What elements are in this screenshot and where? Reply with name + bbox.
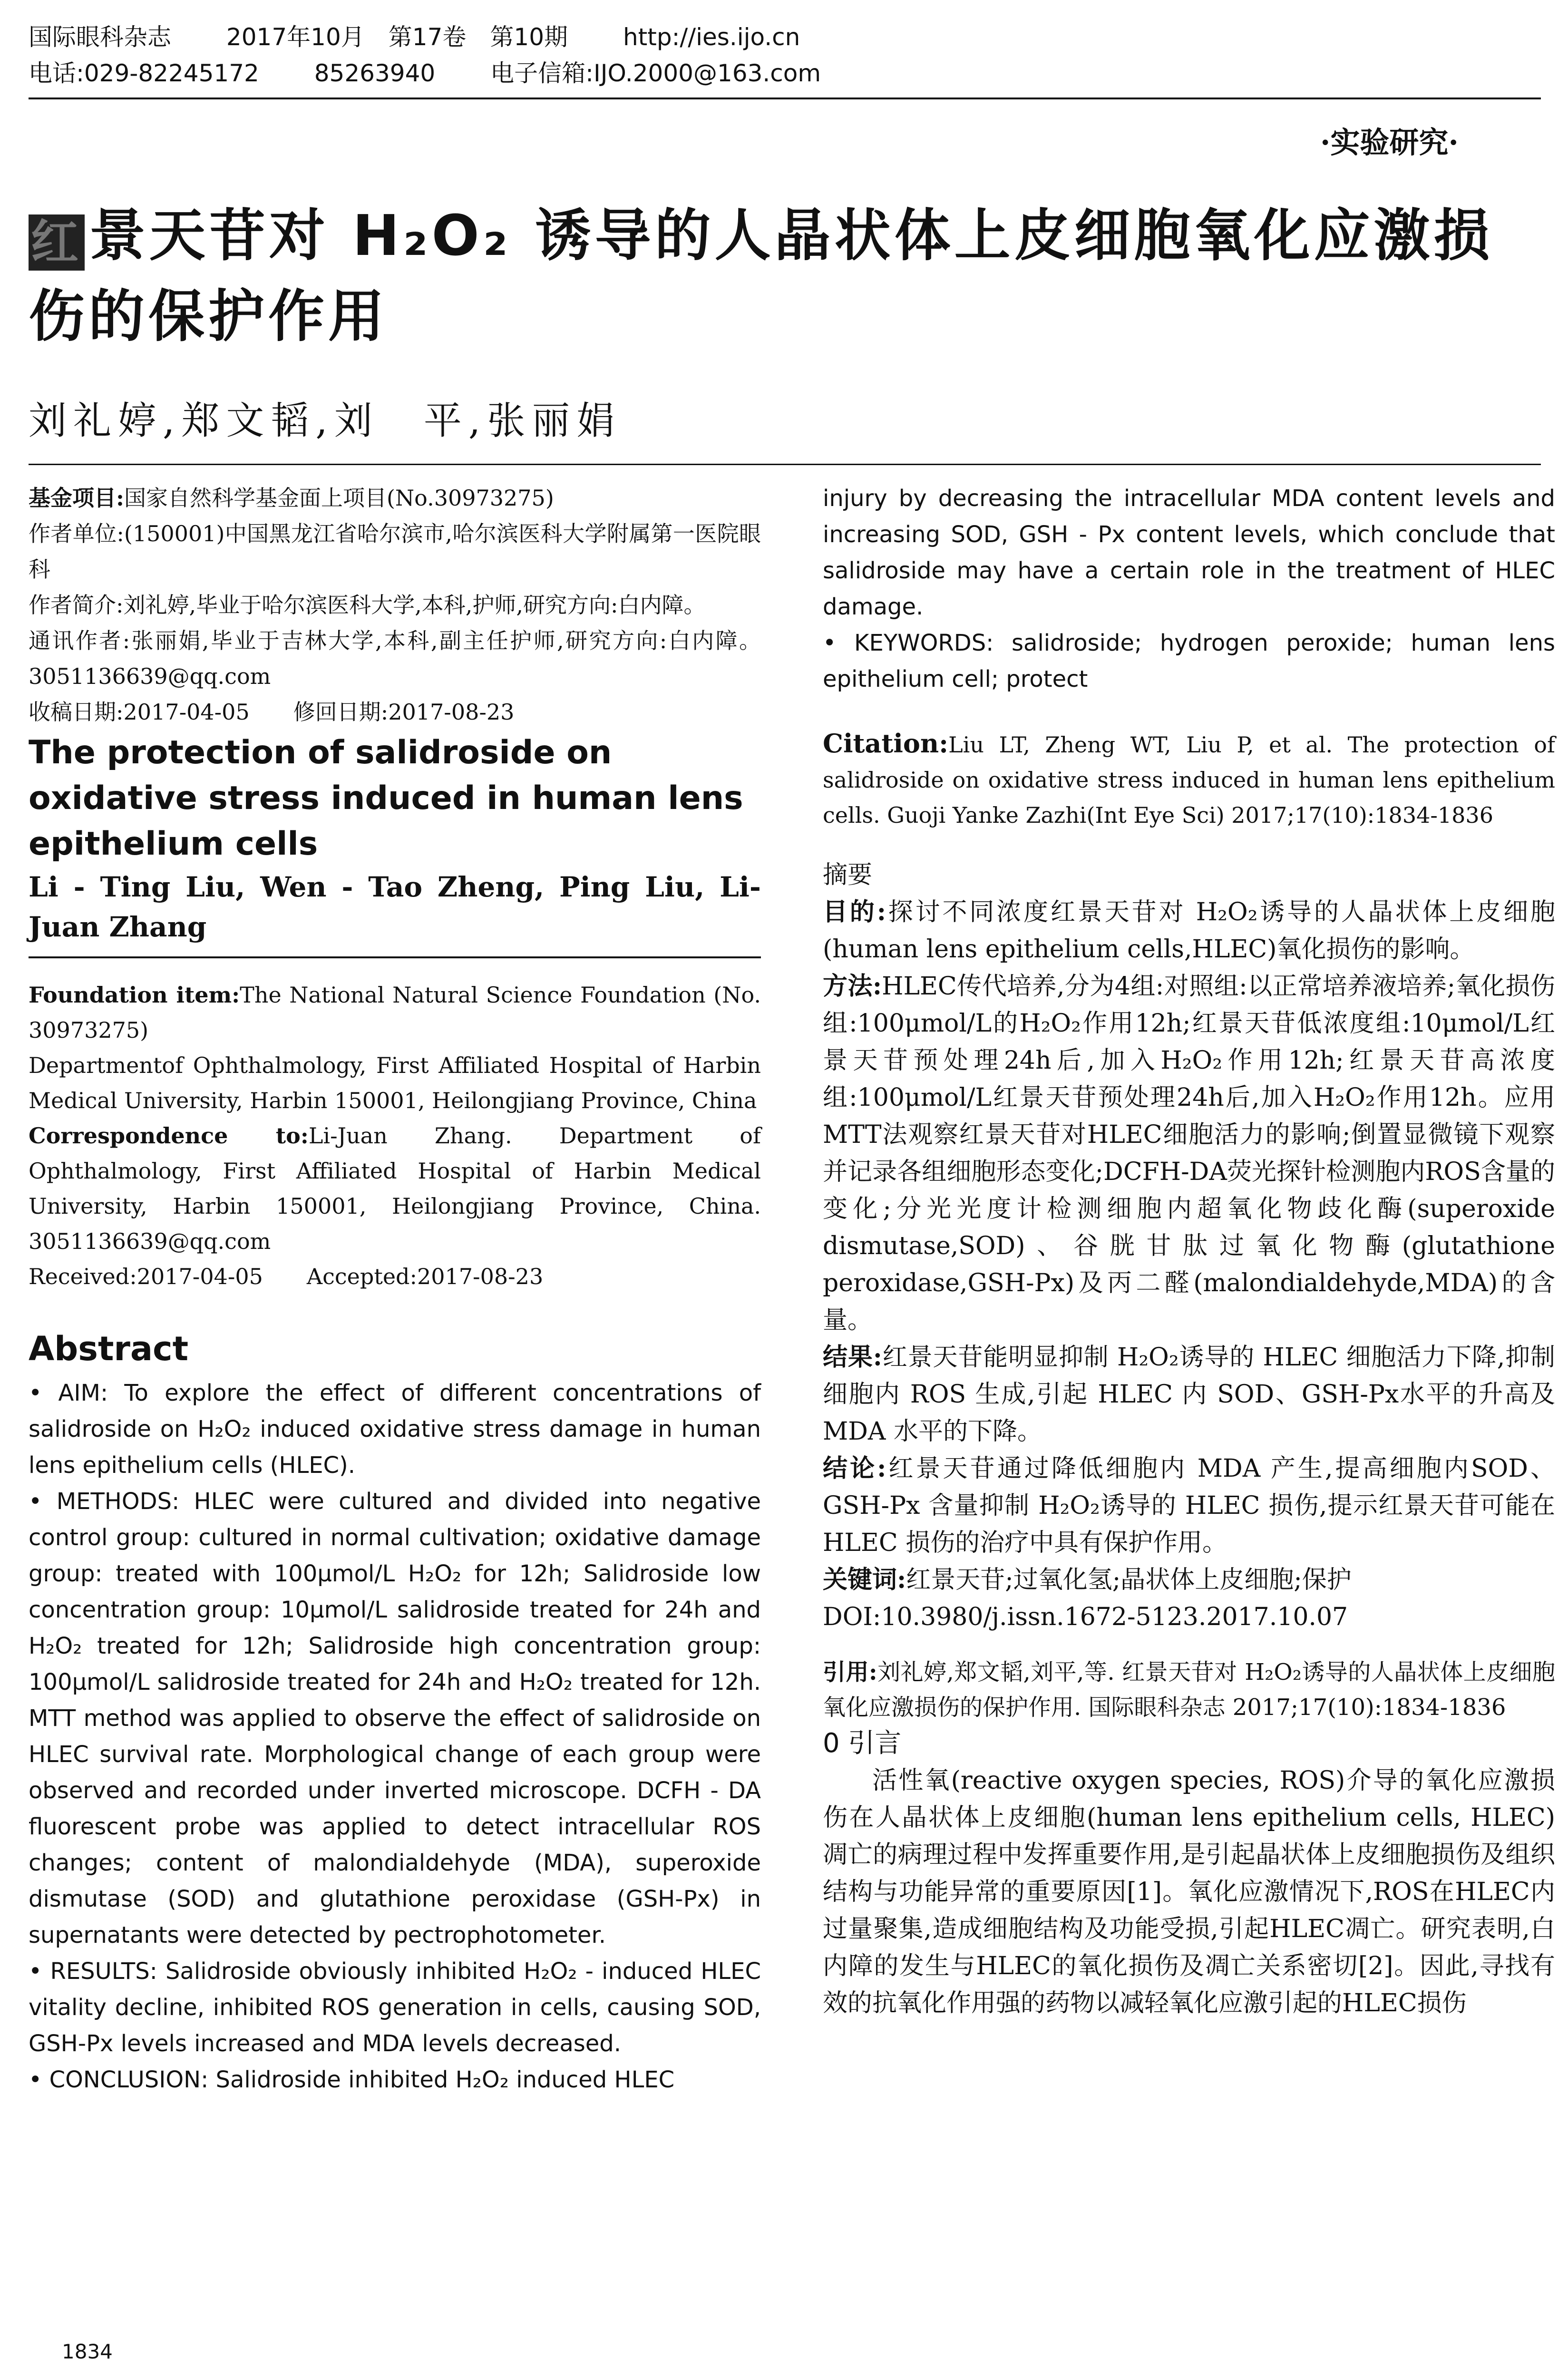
foundation-label: Foundation item: xyxy=(29,982,240,1008)
abstract-methods: • METHODS: HLEC were cultured and divided into negative control group: cultured in normal cultivation; oxidative damage group: treated with 100μmol/L H₂O₂ for 12h; Salidroside low concentration group: 10μmol/L salidroside treated for 24h and H₂O₂ treated for 12h; Salidroside high concentration group: 100μmol/L salidroside treated for 24h and H₂O₂ treated for 12h. MTT method was applied to observe the effect of salidroside on HLEC survival rate. Morphological change of each group were observed and recorded under inverted microscope. DCFH - DA fluorescent probe was applied to detect intracellular ROS changes; content of malondialdehyde (MDA), superoxide dismutase (SOD) and glutathione peroxidase (GSH-Px) in supernatants were detected by pectrophotometer. xyxy=(29,1488,761,1948)
corresponding-author: 通讯作者:张丽娟,毕业于吉林大学,本科,副主任护师,研究方向:白内障。3051136639@qq.com xyxy=(29,628,761,689)
abstract-continued xyxy=(823,480,1555,697)
department: Departmentof Ophthalmology, First Affiliated Hospital of Harbin Medical University, Harbin 150001, Heilongjiang Province, China xyxy=(29,1052,761,1113)
english-authors: Li - Ting Liu, Wen - Tao Zheng, Ping Liu, Li-Juan Zhang xyxy=(29,871,761,943)
results-label: 结果: xyxy=(823,1343,882,1372)
keywords-label: 关键词: xyxy=(823,1565,906,1594)
objective-text: 探讨不同浓度红景天苷对 H₂O₂诱导的人晶状体上皮细胞(human lens epithelium cells,HLEC)氧化损伤的影响。 xyxy=(823,898,1555,964)
abstract-heading: Abstract xyxy=(29,1329,189,1368)
en-rule xyxy=(29,956,761,958)
page-number: 1834 xyxy=(62,2340,113,2363)
en-meta xyxy=(29,977,761,1294)
left-column xyxy=(29,480,761,2098)
authors-rule xyxy=(29,464,1541,465)
conclusion-label: 结论: xyxy=(823,1454,886,1483)
citation-label: Citation: xyxy=(823,728,949,759)
abstract-body xyxy=(29,1375,761,2098)
intro-paragraph: 活性氧(reactive oxygen species, ROS)介导的氧化应激损伤在人晶状体上皮细胞(human lens epithelium cells, HLEC)凋亡的病理过程中发挥重要作用,是引起晶状体上皮细胞损伤及组织结构与功能异常的重要原因[1]。氧化应激情况下,ROS在HLEC内过量聚集,造成细胞结构及功能受损,引起HLEC凋亡。研究表明,白内障的发生与HLEC的氧化损伤及凋亡关系密切[2]。因此,寻找有效的抗氧化作用强的药物以减轻氧化应激引起的HLEC损伤 xyxy=(823,1766,1555,2017)
foundation-text: The National Natural Science Foundation (No. 30973275) xyxy=(29,982,761,1043)
english-title: The protection of salidroside on oxidative stress induced in human lens epithelium cells xyxy=(29,734,743,863)
author-bio: 作者简介:刘礼婷,毕业于哈尔滨医科大学,本科,护师,研究方向:白内障。 xyxy=(29,592,706,618)
header-line-2 xyxy=(29,55,868,91)
cn-meta xyxy=(29,480,761,730)
cite-cn-text: 刘礼婷,郑文韬,刘平,等. 红景天苷对 H₂O₂诱导的人晶状体上皮细胞氧化应激损伤的保护作用. 国际眼科杂志 2017;17(10):1834-1836 xyxy=(823,1659,1555,1721)
right-column xyxy=(823,480,1555,2022)
doi[interactable]: DOI:10.3980/j.issn.1672-5123.2017.10.07 xyxy=(823,1603,1348,1631)
abstract-conclusion-cont: injury by decreasing the intracellular MDA content levels and increasing SOD, GSH - Px content levels, which conclude that salidroside may have a certain role in the treatment of HLEC damage. xyxy=(823,485,1555,620)
keywords-text: 红景天苷;过氧化氢;晶状体上皮细胞;保护 xyxy=(906,1566,1352,1594)
journal-url[interactable]: http://ies.ijo.cn xyxy=(623,23,800,51)
abstract-aim: • AIM: To explore the effect of different concentrations of salidroside on H₂O₂ induced oxidative stress damage in human lens epithelium cells (HLEC). xyxy=(29,1380,761,1479)
fund-text: 国家自然科学基金面上项目(No.30973275) xyxy=(124,485,554,511)
author-unit: 作者单位:(150001)中国黑龙江省哈尔滨市,哈尔滨医科大学附属第一医院眼科 xyxy=(29,521,761,582)
methods-label: 方法: xyxy=(823,972,882,1001)
article-category: ·实验研究· xyxy=(1320,125,1459,160)
fund-label: 基金项目: xyxy=(29,485,124,511)
conclusion-text: 红景天苷通过降低细胞内 MDA 产生,提高细胞内SOD、GSH-Px 含量抑制 H₂O₂诱导的 HLEC 损伤,提示红景天苷可能在 HLEC 损伤的治疗中具有保护作用。 xyxy=(823,1454,1555,1557)
citation-text: Liu LT, Zheng WT, Liu P, et al. The protection of salidroside on oxidative stress induced in human lens epithelium cells. Guoji Yanke Zazhi(Int Eye Sci) 2017;17(10):1834-1836 xyxy=(823,732,1555,828)
section-intro-heading: 0 引言 xyxy=(823,1728,902,1759)
citation xyxy=(823,726,1555,833)
results-text: 红景天苷能明显抑制 H₂O₂诱导的 HLEC 细胞活力下降,抑制细胞内 ROS 生成,引起 HLEC 内 SOD、GSH-Px水平的升高及 MDA 水平的下降。 xyxy=(823,1343,1555,1446)
abstract-results: • RESULTS: Salidroside obviously inhibited H₂O₂ - induced HLEC vitality decline, inhibited ROS generation in cells, causing SOD, GSH-Px levels increased and MDA levels decreased. xyxy=(29,1958,761,2057)
objective-label: 目的: xyxy=(823,897,886,926)
correspondence-text: Li-Juan Zhang. Department of Ophthalmology, First Affiliated Hospital of Harbin Medical University, Harbin 150001, Heilongjiang Province, China. 3051136639@qq.com xyxy=(29,1123,761,1254)
title-first-char: 红 xyxy=(29,214,85,271)
cn-abstract-heading: 摘要 xyxy=(823,861,873,889)
methods-text: HLEC传代培养,分为4组:对照组:以正常培养液培养;氧化损伤组:100μmol/L的H₂O₂作用12h;红景天苷低浓度组:10μmol/L红景天苷预处理24h后,加入H₂O₂作用12h;红景天苷高浓度组:100μmol/L红景天苷预处理24h后,加入H₂O₂作用12h。应用MTT法观察红景天苷对HLEC细胞活力的影响;倒置显微镜下观察并记录各组细胞形态变化;DCFH-DA荧光探针检测胞内ROS含量的变化;分光光度计检测细胞内超氧化物歧化酶(superoxide dismutase,SOD)、谷胱甘肽过氧化物酶(glutathione peroxidase,GSH-Px)及丙二醛(malondialdehyde,MDA)的含量。 xyxy=(823,972,1555,1335)
header-line-1 xyxy=(29,19,868,55)
phone-2: 85263940 xyxy=(314,59,436,87)
title-text: 景天苷对 H₂O₂ 诱导的人晶状体上皮细胞氧化应激损伤的保护作用 xyxy=(29,203,1494,349)
cite-cn-label: 引用: xyxy=(823,1659,877,1685)
header-rule xyxy=(29,97,1541,99)
cn-abstract xyxy=(823,857,1555,2022)
email: 电子信箱:IJO.2000@163.com xyxy=(490,59,821,87)
received-accepted: Received:2017-04-05 Accepted:2017-08-23 xyxy=(29,1264,544,1289)
running-header xyxy=(29,19,868,91)
received-date: 收稿日期:2017-04-05 修回日期:2017-08-23 xyxy=(29,699,515,725)
authors-cn: 刘礼婷,郑文韬,刘 平,张丽娟 xyxy=(29,399,622,443)
phone: 电话:029-82245172 xyxy=(29,59,259,87)
article-title xyxy=(29,195,1541,357)
correspondence-label: Correspondence to: xyxy=(29,1123,309,1149)
issue-info: 2017年10月 第17卷 第10期 xyxy=(226,23,568,51)
abstract-conclusion: • CONCLUSION: Salidroside inhibited H₂O₂ induced HLEC xyxy=(29,2066,675,2093)
journal-name: 国际眼科杂志 xyxy=(29,23,171,51)
abstract-keywords: • KEYWORDS: salidroside; hydrogen peroxide; human lens epithelium cell; protect xyxy=(823,630,1555,692)
